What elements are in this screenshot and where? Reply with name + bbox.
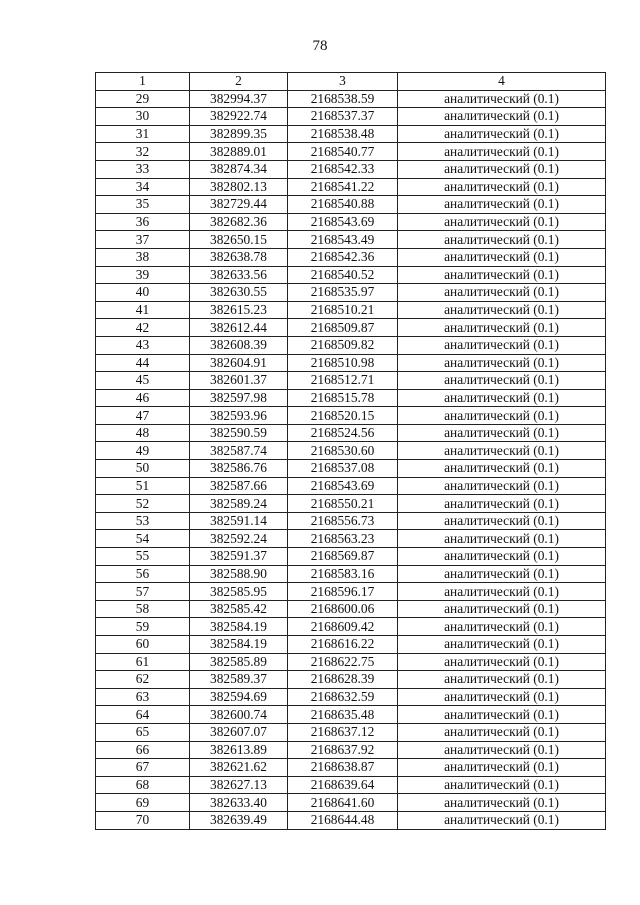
x-coordinate-cell: 382889.01 bbox=[190, 143, 288, 161]
table-row bbox=[96, 266, 606, 284]
method-cell: аналитический (0.1) bbox=[398, 583, 606, 601]
table-row bbox=[96, 688, 606, 706]
table-row bbox=[96, 178, 606, 196]
method-cell: аналитический (0.1) bbox=[398, 759, 606, 777]
table-row bbox=[96, 301, 606, 319]
y-coordinate-cell: 2168637.92 bbox=[288, 741, 398, 759]
table-row bbox=[96, 319, 606, 337]
method-cell: аналитический (0.1) bbox=[398, 319, 606, 337]
table-row bbox=[96, 565, 606, 583]
y-coordinate-cell: 2168622.75 bbox=[288, 653, 398, 671]
y-coordinate-cell: 2168520.15 bbox=[288, 407, 398, 425]
method-cell: аналитический (0.1) bbox=[398, 741, 606, 759]
x-coordinate-cell: 382612.44 bbox=[190, 319, 288, 337]
table-row bbox=[96, 776, 606, 794]
y-coordinate-cell: 2168632.59 bbox=[288, 688, 398, 706]
point-number-cell: 69 bbox=[96, 794, 190, 812]
method-cell: аналитический (0.1) bbox=[398, 266, 606, 284]
point-number-cell: 57 bbox=[96, 583, 190, 601]
point-number-cell: 49 bbox=[96, 442, 190, 460]
method-cell: аналитический (0.1) bbox=[398, 460, 606, 478]
y-coordinate-cell: 2168583.16 bbox=[288, 565, 398, 583]
point-number-cell: 40 bbox=[96, 284, 190, 302]
x-coordinate-cell: 382922.74 bbox=[190, 108, 288, 126]
method-cell: аналитический (0.1) bbox=[398, 688, 606, 706]
point-number-cell: 60 bbox=[96, 636, 190, 654]
x-coordinate-cell: 382584.19 bbox=[190, 618, 288, 636]
table-row bbox=[96, 741, 606, 759]
y-coordinate-cell: 2168512.71 bbox=[288, 372, 398, 390]
point-number-cell: 62 bbox=[96, 671, 190, 689]
point-number-cell: 48 bbox=[96, 424, 190, 442]
y-coordinate-cell: 2168510.98 bbox=[288, 354, 398, 372]
header-col-1: 1 bbox=[96, 73, 190, 91]
x-coordinate-cell: 382590.59 bbox=[190, 424, 288, 442]
y-coordinate-cell: 2168596.17 bbox=[288, 583, 398, 601]
header-col-4: 4 bbox=[398, 73, 606, 91]
y-coordinate-cell: 2168537.08 bbox=[288, 460, 398, 478]
y-coordinate-cell: 2168540.52 bbox=[288, 266, 398, 284]
point-number-cell: 41 bbox=[96, 301, 190, 319]
table-row bbox=[96, 196, 606, 214]
x-coordinate-cell: 382585.89 bbox=[190, 653, 288, 671]
table-row bbox=[96, 354, 606, 372]
point-number-cell: 51 bbox=[96, 477, 190, 495]
method-cell: аналитический (0.1) bbox=[398, 213, 606, 231]
point-number-cell: 55 bbox=[96, 548, 190, 566]
y-coordinate-cell: 2168641.60 bbox=[288, 794, 398, 812]
x-coordinate-cell: 382633.40 bbox=[190, 794, 288, 812]
table-row bbox=[96, 442, 606, 460]
y-coordinate-cell: 2168535.97 bbox=[288, 284, 398, 302]
y-coordinate-cell: 2168540.77 bbox=[288, 143, 398, 161]
method-cell: аналитический (0.1) bbox=[398, 794, 606, 812]
table-row bbox=[96, 671, 606, 689]
x-coordinate-cell: 382585.42 bbox=[190, 600, 288, 618]
x-coordinate-cell: 382615.23 bbox=[190, 301, 288, 319]
method-cell: аналитический (0.1) bbox=[398, 389, 606, 407]
y-coordinate-cell: 2168510.21 bbox=[288, 301, 398, 319]
method-cell: аналитический (0.1) bbox=[398, 723, 606, 741]
point-number-cell: 46 bbox=[96, 389, 190, 407]
x-coordinate-cell: 382600.74 bbox=[190, 706, 288, 724]
method-cell: аналитический (0.1) bbox=[398, 196, 606, 214]
y-coordinate-cell: 2168638.87 bbox=[288, 759, 398, 777]
table-row bbox=[96, 284, 606, 302]
point-number-cell: 64 bbox=[96, 706, 190, 724]
point-number-cell: 30 bbox=[96, 108, 190, 126]
method-cell: аналитический (0.1) bbox=[398, 618, 606, 636]
x-coordinate-cell: 382608.39 bbox=[190, 336, 288, 354]
table-row bbox=[96, 759, 606, 777]
table-row bbox=[96, 723, 606, 741]
table-row bbox=[96, 460, 606, 478]
x-coordinate-cell: 382585.95 bbox=[190, 583, 288, 601]
x-coordinate-cell: 382586.76 bbox=[190, 460, 288, 478]
method-cell: аналитический (0.1) bbox=[398, 231, 606, 249]
y-coordinate-cell: 2168538.59 bbox=[288, 90, 398, 108]
x-coordinate-cell: 382588.90 bbox=[190, 565, 288, 583]
point-number-cell: 44 bbox=[96, 354, 190, 372]
y-coordinate-cell: 2168628.39 bbox=[288, 671, 398, 689]
y-coordinate-cell: 2168530.60 bbox=[288, 442, 398, 460]
table-row bbox=[96, 336, 606, 354]
y-coordinate-cell: 2168550.21 bbox=[288, 495, 398, 513]
method-cell: аналитический (0.1) bbox=[398, 653, 606, 671]
point-number-cell: 31 bbox=[96, 125, 190, 143]
table-row bbox=[96, 583, 606, 601]
table-row bbox=[96, 618, 606, 636]
table-row bbox=[96, 495, 606, 513]
y-coordinate-cell: 2168556.73 bbox=[288, 512, 398, 530]
x-coordinate-cell: 382994.37 bbox=[190, 90, 288, 108]
method-cell: аналитический (0.1) bbox=[398, 160, 606, 178]
coordinates-table bbox=[95, 72, 606, 830]
x-coordinate-cell: 382601.37 bbox=[190, 372, 288, 390]
y-coordinate-cell: 2168509.82 bbox=[288, 336, 398, 354]
point-number-cell: 33 bbox=[96, 160, 190, 178]
method-cell: аналитический (0.1) bbox=[398, 424, 606, 442]
point-number-cell: 54 bbox=[96, 530, 190, 548]
method-cell: аналитический (0.1) bbox=[398, 354, 606, 372]
method-cell: аналитический (0.1) bbox=[398, 811, 606, 829]
y-coordinate-cell: 2168543.49 bbox=[288, 231, 398, 249]
table-row bbox=[96, 477, 606, 495]
y-coordinate-cell: 2168509.87 bbox=[288, 319, 398, 337]
point-number-cell: 56 bbox=[96, 565, 190, 583]
y-coordinate-cell: 2168644.48 bbox=[288, 811, 398, 829]
page-number: 78 bbox=[312, 38, 328, 54]
method-cell: аналитический (0.1) bbox=[398, 108, 606, 126]
x-coordinate-cell: 382604.91 bbox=[190, 354, 288, 372]
table-row bbox=[96, 213, 606, 231]
method-cell: аналитический (0.1) bbox=[398, 178, 606, 196]
y-coordinate-cell: 2168515.78 bbox=[288, 389, 398, 407]
method-cell: аналитический (0.1) bbox=[398, 143, 606, 161]
x-coordinate-cell: 382633.56 bbox=[190, 266, 288, 284]
method-cell: аналитический (0.1) bbox=[398, 90, 606, 108]
y-coordinate-cell: 2168524.56 bbox=[288, 424, 398, 442]
point-number-cell: 37 bbox=[96, 231, 190, 249]
method-cell: аналитический (0.1) bbox=[398, 442, 606, 460]
x-coordinate-cell: 382584.19 bbox=[190, 636, 288, 654]
method-cell: аналитический (0.1) bbox=[398, 530, 606, 548]
x-coordinate-cell: 382621.62 bbox=[190, 759, 288, 777]
y-coordinate-cell: 2168563.23 bbox=[288, 530, 398, 548]
y-coordinate-cell: 2168639.64 bbox=[288, 776, 398, 794]
point-number-cell: 42 bbox=[96, 319, 190, 337]
method-cell: аналитический (0.1) bbox=[398, 336, 606, 354]
method-cell: аналитический (0.1) bbox=[398, 706, 606, 724]
point-number-cell: 38 bbox=[96, 248, 190, 266]
table-row bbox=[96, 811, 606, 829]
x-coordinate-cell: 382597.98 bbox=[190, 389, 288, 407]
y-coordinate-cell: 2168616.22 bbox=[288, 636, 398, 654]
point-number-cell: 35 bbox=[96, 196, 190, 214]
method-cell: аналитический (0.1) bbox=[398, 565, 606, 583]
x-coordinate-cell: 382589.37 bbox=[190, 671, 288, 689]
table-header bbox=[96, 73, 606, 91]
x-coordinate-cell: 382593.96 bbox=[190, 407, 288, 425]
x-coordinate-cell: 382587.66 bbox=[190, 477, 288, 495]
method-cell: аналитический (0.1) bbox=[398, 477, 606, 495]
x-coordinate-cell: 382630.55 bbox=[190, 284, 288, 302]
table-row bbox=[96, 143, 606, 161]
table-row bbox=[96, 248, 606, 266]
x-coordinate-cell: 382594.69 bbox=[190, 688, 288, 706]
table-row bbox=[96, 231, 606, 249]
y-coordinate-cell: 2168543.69 bbox=[288, 477, 398, 495]
x-coordinate-cell: 382639.49 bbox=[190, 811, 288, 829]
x-coordinate-cell: 382589.24 bbox=[190, 495, 288, 513]
y-coordinate-cell: 2168609.42 bbox=[288, 618, 398, 636]
point-number-cell: 67 bbox=[96, 759, 190, 777]
x-coordinate-cell: 382587.74 bbox=[190, 442, 288, 460]
y-coordinate-cell: 2168538.48 bbox=[288, 125, 398, 143]
method-cell: аналитический (0.1) bbox=[398, 248, 606, 266]
y-coordinate-cell: 2168600.06 bbox=[288, 600, 398, 618]
x-coordinate-cell: 382802.13 bbox=[190, 178, 288, 196]
method-cell: аналитический (0.1) bbox=[398, 407, 606, 425]
method-cell: аналитический (0.1) bbox=[398, 495, 606, 513]
method-cell: аналитический (0.1) bbox=[398, 671, 606, 689]
header-col-3: 3 bbox=[288, 73, 398, 91]
table-body bbox=[96, 90, 606, 829]
y-coordinate-cell: 2168542.33 bbox=[288, 160, 398, 178]
x-coordinate-cell: 382650.15 bbox=[190, 231, 288, 249]
table-row bbox=[96, 90, 606, 108]
x-coordinate-cell: 382638.78 bbox=[190, 248, 288, 266]
method-cell: аналитический (0.1) bbox=[398, 125, 606, 143]
x-coordinate-cell: 382682.36 bbox=[190, 213, 288, 231]
point-number-cell: 43 bbox=[96, 336, 190, 354]
method-cell: аналитический (0.1) bbox=[398, 284, 606, 302]
table-row bbox=[96, 160, 606, 178]
point-number-cell: 45 bbox=[96, 372, 190, 390]
table-row bbox=[96, 600, 606, 618]
x-coordinate-cell: 382591.37 bbox=[190, 548, 288, 566]
x-coordinate-cell: 382592.24 bbox=[190, 530, 288, 548]
table-row bbox=[96, 108, 606, 126]
y-coordinate-cell: 2168569.87 bbox=[288, 548, 398, 566]
table-row bbox=[96, 794, 606, 812]
method-cell: аналитический (0.1) bbox=[398, 372, 606, 390]
table-row bbox=[96, 530, 606, 548]
point-number-cell: 47 bbox=[96, 407, 190, 425]
point-number-cell: 34 bbox=[96, 178, 190, 196]
point-number-cell: 32 bbox=[96, 143, 190, 161]
table-row bbox=[96, 389, 606, 407]
y-coordinate-cell: 2168637.12 bbox=[288, 723, 398, 741]
method-cell: аналитический (0.1) bbox=[398, 548, 606, 566]
point-number-cell: 53 bbox=[96, 512, 190, 530]
y-coordinate-cell: 2168635.48 bbox=[288, 706, 398, 724]
x-coordinate-cell: 382899.35 bbox=[190, 125, 288, 143]
x-coordinate-cell: 382607.07 bbox=[190, 723, 288, 741]
point-number-cell: 39 bbox=[96, 266, 190, 284]
x-coordinate-cell: 382627.13 bbox=[190, 776, 288, 794]
table-row bbox=[96, 407, 606, 425]
point-number-cell: 65 bbox=[96, 723, 190, 741]
point-number-cell: 59 bbox=[96, 618, 190, 636]
point-number-cell: 36 bbox=[96, 213, 190, 231]
y-coordinate-cell: 2168541.22 bbox=[288, 178, 398, 196]
method-cell: аналитический (0.1) bbox=[398, 776, 606, 794]
table-row bbox=[96, 125, 606, 143]
method-cell: аналитический (0.1) bbox=[398, 600, 606, 618]
point-number-cell: 70 bbox=[96, 811, 190, 829]
point-number-cell: 50 bbox=[96, 460, 190, 478]
y-coordinate-cell: 2168537.37 bbox=[288, 108, 398, 126]
table-row bbox=[96, 636, 606, 654]
y-coordinate-cell: 2168542.36 bbox=[288, 248, 398, 266]
table-row bbox=[96, 424, 606, 442]
y-coordinate-cell: 2168540.88 bbox=[288, 196, 398, 214]
point-number-cell: 52 bbox=[96, 495, 190, 513]
point-number-cell: 66 bbox=[96, 741, 190, 759]
x-coordinate-cell: 382729.44 bbox=[190, 196, 288, 214]
method-cell: аналитический (0.1) bbox=[398, 512, 606, 530]
x-coordinate-cell: 382591.14 bbox=[190, 512, 288, 530]
header-row bbox=[96, 73, 606, 91]
x-coordinate-cell: 382874.34 bbox=[190, 160, 288, 178]
table-row bbox=[96, 706, 606, 724]
table-row bbox=[96, 548, 606, 566]
header-col-2: 2 bbox=[190, 73, 288, 91]
method-cell: аналитический (0.1) bbox=[398, 301, 606, 319]
point-number-cell: 29 bbox=[96, 90, 190, 108]
point-number-cell: 58 bbox=[96, 600, 190, 618]
table-row bbox=[96, 372, 606, 390]
y-coordinate-cell: 2168543.69 bbox=[288, 213, 398, 231]
method-cell: аналитический (0.1) bbox=[398, 636, 606, 654]
point-number-cell: 61 bbox=[96, 653, 190, 671]
x-coordinate-cell: 382613.89 bbox=[190, 741, 288, 759]
table-row bbox=[96, 512, 606, 530]
point-number-cell: 63 bbox=[96, 688, 190, 706]
table-row bbox=[96, 653, 606, 671]
point-number-cell: 68 bbox=[96, 776, 190, 794]
